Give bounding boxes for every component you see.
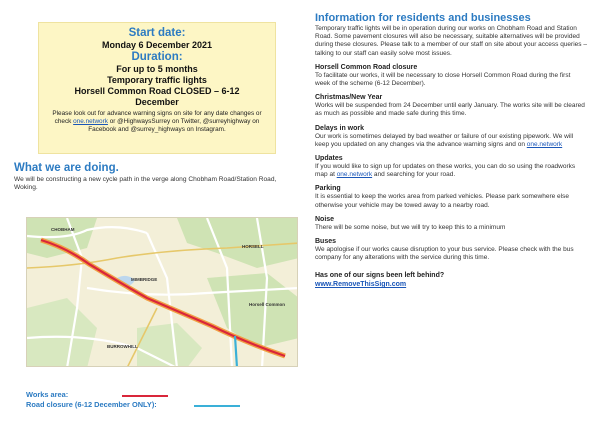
- legend-works-area-label: Works area:: [26, 390, 69, 399]
- updates-one-network-link[interactable]: one.network: [336, 171, 373, 179]
- one-network-link[interactable]: one.network: [73, 118, 108, 125]
- section-text-delays: [315, 133, 587, 149]
- section-text-noise: There will be some noise, but we will try to keep this to a minimum: [315, 223, 506, 231]
- closure-note-line1: Horsell Common Road CLOSED – 6-12: [74, 86, 240, 96]
- updates-text: If you would like to sign up for updates on these works, you can do so using the roadworks map at: [315, 163, 576, 179]
- start-date-heading: Start date:: [128, 27, 186, 39]
- section-text-buses: We apologise if our works cause disruption to your bus service. Please check with the bus company for any alterations with the service during this time.: [315, 246, 574, 262]
- section-heading-parking: Parking: [315, 185, 341, 193]
- map-label-horsell: HORSELL: [242, 244, 264, 249]
- advance-warning-text-pre: Please look out for advance warning signs on site for any date changes or check: [52, 110, 262, 125]
- advance-warning-note: [39, 110, 275, 134]
- section-text-updates: [315, 163, 587, 179]
- section-text-christmas: Works will be suspended from 24 December until early January. The works site will be cleared as much as possible and made safe during this time.: [315, 102, 585, 118]
- what-we-are-doing-heading: What we are doing.: [14, 162, 119, 174]
- legend-road-closure-swatch: [194, 405, 240, 407]
- duration-value: For up to 5 months: [116, 64, 198, 74]
- date-info-box: [38, 22, 276, 154]
- what-we-are-doing-text: We will be constructing a new cycle path in the verge along Chobham Road/Station Road, Woking.: [14, 176, 277, 192]
- section-heading-updates: Updates: [315, 155, 343, 163]
- legend-road-closure-label: Road closure (6-12 December ONLY):: [26, 400, 157, 409]
- closure-note-line2: December: [135, 97, 179, 107]
- map-label-mimbridge: MIMBRIDGE: [131, 277, 158, 282]
- remove-this-sign-link[interactable]: www.RemoveThisSign.com: [315, 281, 407, 289]
- delays-text: Our work is sometimes delayed by bad weather or failure of our existing pipework. We will keep you updated on any changes via the advance warning signs and on: [315, 132, 574, 148]
- section-text-parking: It is essential to keep the works area from parked vehicles. Please park somewhere else otherwise your vehicle may be towed away to a nearby road.: [315, 193, 569, 209]
- info-intro: Temporary traffic lights will be in operation during our works on Chobham Road and Station Road. Some pavement closures will also be necessary, suitable alternatives will be provided during these closures. Please talk to a member of our staff on site about your access queries – talking to our staff can easily solve most issues.: [315, 25, 587, 57]
- section-heading-noise: Noise: [315, 215, 335, 223]
- legend-works-area-swatch: [122, 395, 168, 397]
- info-heading: Information for residents and businesses: [315, 12, 531, 24]
- section-text-road-closure: To facilitate our works, it will be necessary to close Horsell Common Road during the first week of the scheme (6-12 December).: [315, 71, 571, 88]
- section-heading-christmas: Christmas/New Year: [315, 94, 383, 102]
- duration-heading: Duration:: [131, 51, 183, 63]
- section-heading-delays: Delays in work: [315, 124, 365, 132]
- advance-warning-text-post: or @HighwaysSurrey on Twitter, @surreyhighway on Facebook and @surrey_highways on Instagram.: [88, 118, 260, 133]
- map-label-burrowhill: BURROWHILL: [107, 344, 138, 349]
- signs-left-behind-question: Has one of our signs been left behind?: [315, 272, 445, 280]
- section-heading-road-closure: Horsell Common Road closure: [315, 63, 418, 71]
- right-column: [315, 12, 587, 289]
- section-heading-buses: Buses: [315, 238, 337, 246]
- delays-one-network-link[interactable]: one.network: [526, 140, 563, 148]
- start-date-value: Monday 6 December 2021: [101, 40, 213, 50]
- map-label-horsell-common: Horsell Common: [249, 302, 286, 307]
- map-graphic: [27, 218, 298, 367]
- map-label-chobham: CHOBHAM: [51, 227, 75, 232]
- traffic-lights-note: Temporary traffic lights: [107, 75, 207, 85]
- works-map: [26, 217, 298, 367]
- updates-text-after: and searching for your road.: [372, 171, 456, 179]
